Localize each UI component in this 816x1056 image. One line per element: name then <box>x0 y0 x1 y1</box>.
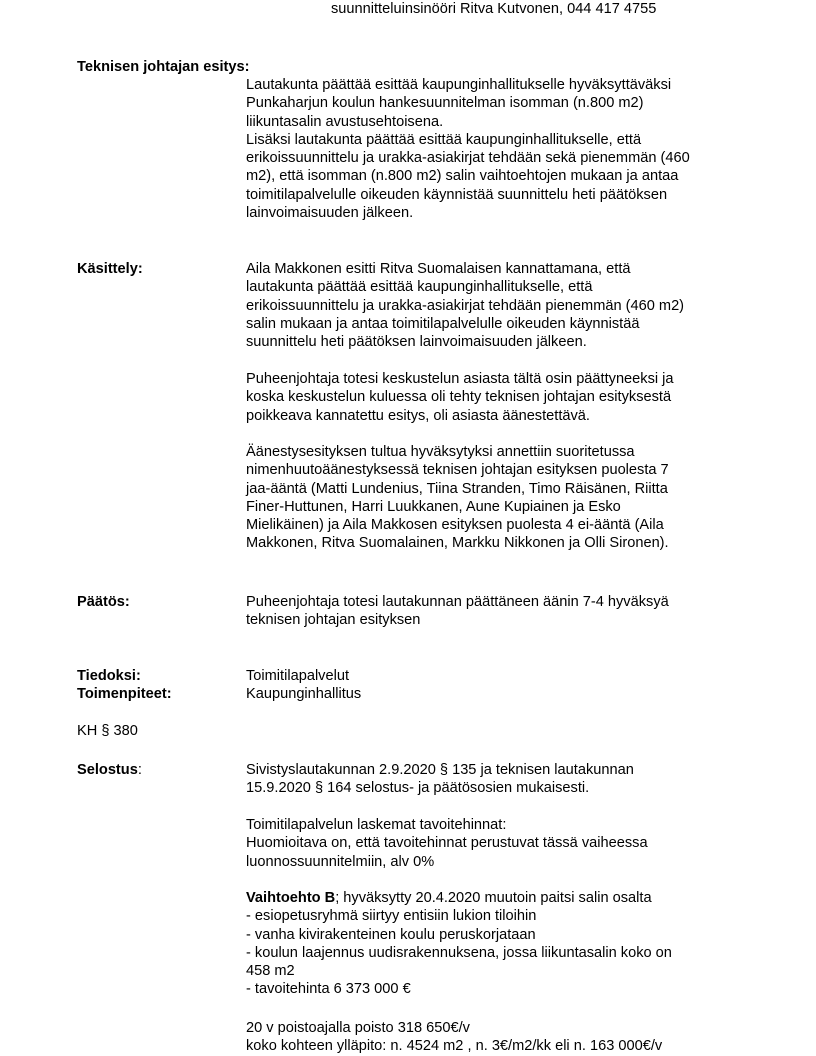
selostus-line: luonnossuunnitelmiin, alv 0% <box>246 853 435 870</box>
vaihtoehto-b-list-item: - vanha kivirakenteinen koulu peruskorjataan <box>246 926 536 943</box>
vaihtoehto-b-title: Vaihtoehto B <box>246 890 336 906</box>
kasittely-line: Aila Makkonen esitti Ritva Suomalaisen kannattamana, että <box>246 261 631 277</box>
kasittely-line: suunnittelu heti päätöksen lainvoimaisuuden jälkeen. <box>246 334 587 351</box>
kasittely-line: erikoissuunnittelu ja urakka-asiakirjat tehdään pienemmän (460 m2) <box>246 297 685 314</box>
contact-line: suunnitteluinsinööri Ritva Kutvonen, 044 417 4755 <box>331 1 657 17</box>
esitys-line: Lisäksi lautakunta päättää esittää kaupunginhallitukselle, että <box>246 131 642 148</box>
kasittely-line: Finer-Huttunen, Harri Luukkanen, Aune Kupiainen ja Esko <box>246 498 621 515</box>
cost-line: 20 v poistoajalla poisto 318 650€/v <box>246 1020 470 1036</box>
esitys-line: erikoissuunnittelu ja urakka-asiakirjat tehdään sekä pienemmän (460 <box>246 150 690 167</box>
tiedoksi-label: Tiedoksi: <box>77 668 141 684</box>
kasittely-line: Makkonen, Ritva Suomalainen, Markku Nikkonen ja Olli Sironen). <box>246 535 669 552</box>
selostus-para-1 <box>246 761 786 798</box>
esitys-line: lainvoimaisuuden jälkeen. <box>246 205 414 222</box>
selostus-label-colon: : <box>137 762 142 778</box>
paatos-text <box>246 593 786 630</box>
kasittely-para-1 <box>246 260 786 351</box>
toimenpiteet-label: Toimenpiteet: <box>77 686 172 702</box>
vaihtoehto-b-list-item: 458 m2 <box>246 963 295 980</box>
selostus-line: Huomioitava on, että tavoitehinnat perustuvat tässä vaiheessa <box>246 835 648 852</box>
kasittely-label: Käsittely: <box>77 261 143 277</box>
kh-reference: KH § 380 <box>77 723 138 739</box>
cost-line: koko kohteen ylläpito: n. 4524 m2 , n. 3€/m2/kk eli n. 163 000€/v <box>246 1038 663 1055</box>
selostus-para-2 <box>246 816 786 871</box>
vaihtoehto-b-block <box>246 889 786 999</box>
kasittely-line: poikkeava kannatettu esitys, oli asiasta äänestettävä. <box>246 407 590 424</box>
kasittely-line: Mielikäinen) ja Aila Makkosen esityksen puolesta 4 ei-ääntä (Aila <box>246 517 664 534</box>
paatos-line: teknisen johtajan esityksen <box>246 612 421 629</box>
kasittely-line: jaa-ääntä (Matti Lundenius, Tiina Stranden, Timo Räisänen, Riitta <box>246 480 668 497</box>
kasittely-para-2 <box>246 370 786 425</box>
kasittely-line: Äänestysesityksen tultua hyväksytyksi annettiin suoritetussa <box>246 444 635 460</box>
esitys-line: m2), että isomman (n.800 m2) salin vaihtoehtojen mukaan ja antaa <box>246 168 679 185</box>
esitys-line: liikuntasalin avustusehtoisena. <box>246 113 444 130</box>
vaihtoehto-b-list-item: - esiopetusryhmä siirtyy entisiin lukion tiloihin <box>246 908 537 925</box>
selostus-line: 15.9.2020 § 164 selostus- ja päätösosien mukaisesti. <box>246 780 590 797</box>
esitys-line: Lautakunta päättää esittää kaupunginhallitukselle hyväksyttäväksi <box>246 77 672 93</box>
vaihtoehto-b-list-item: - tavoitehinta 6 373 000 € <box>246 981 411 998</box>
kasittely-line: salin mukaan ja antaa toimitilapalvelulle oikeuden käynnistää <box>246 315 640 332</box>
vaihtoehto-b-list-item: - koulun laajennus uudisrakennuksena, jossa liikuntasalin koko on <box>246 944 672 961</box>
kasittely-line: Puheenjohtaja totesi keskustelun asiasta tältä osin päättyneeksi ja <box>246 371 674 387</box>
toimenpiteet-value: Kaupunginhallitus <box>246 686 362 702</box>
tiedoksi-value: Toimitilapalvelut <box>246 668 350 684</box>
paatos-line: Puheenjohtaja totesi lautakunnan päättäneen äänin 7-4 hyväksyä <box>246 594 669 610</box>
cost-block <box>246 1019 786 1056</box>
esitys-line: Punkaharjun koulun hankesuunnitelman isomman (n.800 m2) <box>246 95 644 112</box>
vaihtoehto-b-heading <box>246 889 786 907</box>
paatos-label: Päätös: <box>77 594 130 610</box>
vaihtoehto-b-note: ; hyväksytty 20.4.2020 muutoin paitsi salin osalta <box>335 890 652 906</box>
kasittely-para-3 <box>246 443 786 553</box>
selostus-label <box>77 761 142 779</box>
selostus-line: Sivistyslautakunnan 2.9.2020 § 135 ja teknisen lautakunnan <box>246 762 634 778</box>
esitys-line: toimitilapalvelulle oikeuden käynnistää suunnittelu heti päätöksen <box>246 186 668 203</box>
kasittely-line: nimenhuutoäänestyksessä teknisen johtajan esityksen puolesta 7 <box>246 462 669 479</box>
selostus-line: Toimitilapalvelun laskemat tavoitehinnat: <box>246 817 507 833</box>
esitys-label: Teknisen johtajan esitys: <box>77 59 250 75</box>
kasittely-line: koska keskustelun kuluessa oli tehty teknisen johtajan esityksestä <box>246 389 672 406</box>
kasittely-line: lautakunta päättää esittää kaupunginhallitukselle, että <box>246 279 593 296</box>
esitys-text <box>246 76 786 222</box>
selostus-label-text: Selostus <box>77 762 138 778</box>
